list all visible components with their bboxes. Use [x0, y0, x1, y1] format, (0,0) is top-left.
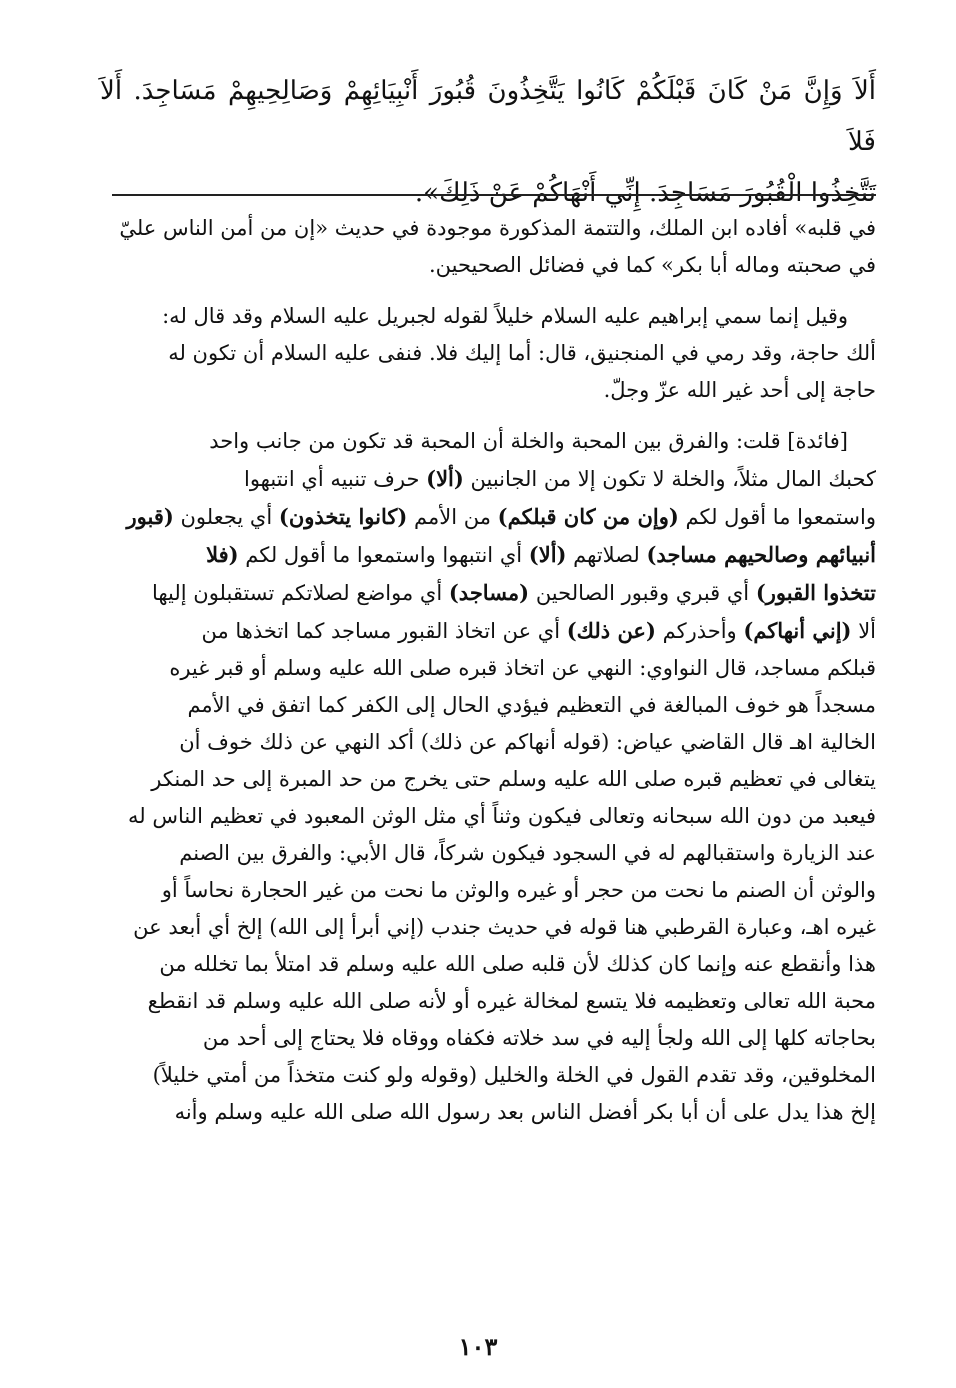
text-line: والوثن أن الصنم ما نحت من حجر أو غيره والوثن ما نحت من غير الحجارة نحاساً أو: [161, 878, 876, 902]
bold-term: (إني أنهاكم): [743, 618, 852, 643]
text-line: فيعبد من دون الله سبحانه وتعالى فيكون وثناً أي مثل الوثن المعبود في تعظيم الناس له: [128, 804, 876, 828]
text-line: المخلوقين، وقد تقدم القول في الخلة والخليل (وقوله ولو كنت متخذاً من أمتي خليلاً): [152, 1063, 876, 1087]
text-line: مسجداً هو خوف المبالغة في التعظيم فيؤدي الحال إلى الكفر كما اتفق في الأمم: [187, 693, 876, 717]
text-run: حرف تنبيه أي انتبهوا: [243, 467, 420, 491]
text-run: أي يجعلون: [180, 505, 273, 529]
text-line: وقيل إنما سمي إبراهيم عليه السلام خليلاً لقوله لجبريل عليه السلام وقد قال له:: [162, 304, 848, 328]
text-line: [فائدة] قلت: والفرق بين المحبة والخلة أن المحبة قد تكون من جانب واحد: [209, 429, 848, 453]
text-run: أي مواضع لصلاتكم تستقبلون إليها: [151, 581, 443, 605]
text-line: غيره اهـ، وعبارة القرطبي هنا قوله في حديث جندب (إني أبرأ إلى الله) إلخ أي أبعد عن: [133, 915, 876, 939]
bold-term: (وإن من كان قبلكم): [497, 504, 679, 529]
commentary-block: [100, 210, 876, 1131]
text-run: لصلاتهم: [573, 543, 640, 567]
text-run: أي قبري وقبور الصالحين: [535, 581, 750, 605]
text-line: قبلكم مساجد، قال النواوي: النهي عن اتخاذ قبره صلى الله عليه وسلم أو قبر غيره: [169, 656, 876, 680]
text-line: [100, 536, 876, 574]
text-line: [100, 460, 876, 498]
commentary-paragraph-3: [100, 423, 876, 1131]
bold-term: (مساجد): [448, 580, 530, 605]
text-line: يتغالى في تعظيم قبره صلى الله عليه وسلم حتى يخرج من حد المبرة إلى حد المنكر: [151, 767, 876, 791]
text-line: في صحبته وماله أبا بكر» كما في فضائل الصحيحين.: [428, 253, 876, 277]
text-run: أي عن اتخاذ القبور مساجد كما اتخذها من: [201, 619, 561, 643]
bold-term: أنبيائهم وصالحيهم مساجد): [646, 542, 876, 567]
bold-term: (كانوا يتخذون): [278, 504, 408, 529]
text-line: حاجة إلى أحد غير الله عزّ وجلّ.: [603, 378, 876, 402]
text-run: وأحذركم: [662, 619, 737, 643]
text-line: [100, 612, 876, 650]
bold-term: (قبور: [126, 504, 174, 529]
text-line: إلخ هذا يدل على أن أبا بكر أفضل الناس بعد رسول الله صلى الله عليه وسلم وأنه: [174, 1100, 876, 1124]
text-line: الخالية اهـ قال القاضي عياض: (قوله أنهاكم عن ذلك) أكد النهي عن ذلك خوف أن: [179, 730, 876, 754]
text-line: ألك حاجة، وقد رمي في المنجنيق، قال: أما إليك فلا. فنفى عليه السلام أن تكون له: [168, 341, 876, 365]
bold-term: (عن ذلك): [566, 618, 656, 643]
text-line: محبة الله تعالى وتعظيمه فلا يتسع لمخالة غيره أو لأنه صلى الله عليه وسلم قد انقطع: [147, 989, 876, 1013]
text-line: [100, 574, 876, 612]
text-line: هذا وأنقطع عنه وإنما كان كذلك لأن قلبه صلى الله عليه وسلم قد امتلأ بما تخلله من: [159, 952, 876, 976]
text-line: في قلبه» أفاده ابن الملك، والتتمة المذكورة موجودة في حديث «إن من أمن الناس عليّ: [119, 216, 876, 240]
text-line: بحاجاته كلها إلى الله ولجأ إليه في سد خلاته فكفاه ووقاه فلا يحتاج إلى أحد من: [202, 1026, 876, 1050]
bold-term: (ألا): [426, 466, 464, 491]
footnote-divider: [112, 194, 876, 196]
commentary-paragraph-2: [100, 298, 876, 409]
hadith-line: أَلاَ وَإِنَّ مَنْ كَانَ قَبْلَكُمْ كَانُوا يَتَّخِذُونَ قُبُورَ أَنْبِيَائِهِمْ وَصَالِحِيهِمْ مَسَاجِدَ. أَلاَ فَلاَ: [100, 76, 876, 157]
hadith-line: تَتَّخِذُوا الْقُبُورَ مَسَاجِدَ. إِنِّي أَنْهَاكُمْ عَنْ ذَلِكَ».: [414, 178, 876, 208]
bold-term: تتخذوا القبور): [755, 580, 876, 605]
text-run: أي انتبهوا واستمعوا ما أقول لكم: [245, 543, 523, 567]
text-line: عند الزيارة واستقبالهم له في السجود فيكون شركاً، قال الأبي: والفرق بين الصنم: [179, 841, 876, 865]
page-number: ١٠٣: [458, 1332, 498, 1361]
bold-term: (فلا: [206, 542, 239, 567]
hadith-text-block: [100, 66, 876, 219]
text-run: من الأمم: [414, 505, 491, 529]
bold-term: (ألا): [528, 542, 567, 567]
text-run: واستمعوا ما أقول لكم: [685, 505, 876, 529]
text-run: ألا: [858, 619, 876, 643]
commentary-paragraph-1: [100, 210, 876, 284]
text-run: كحبك المال مثلاً، والخلة لا تكون إلا من الجانبين: [470, 467, 876, 491]
text-line: [100, 498, 876, 536]
